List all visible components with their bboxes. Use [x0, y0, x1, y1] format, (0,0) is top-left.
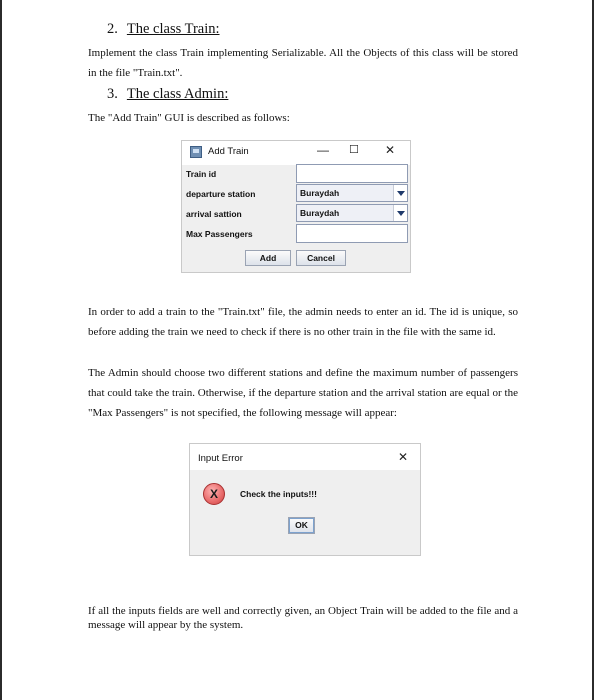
maximize-icon[interactable]: ☐ — [349, 144, 359, 156]
ok-button[interactable]: OK — [288, 517, 315, 534]
error-icon: X — [203, 483, 225, 505]
input-error-title: Input Error — [198, 453, 243, 464]
error-message: Check the inputs!!! — [240, 489, 317, 499]
departure-station-select[interactable] — [296, 184, 408, 202]
max-passengers-input[interactable] — [296, 224, 408, 243]
add-button[interactable]: Add — [245, 250, 291, 266]
window-app-icon — [190, 146, 202, 158]
paragraph-admin: The "Add Train" GUI is described as follows: — [88, 112, 290, 124]
departure-station-label: departure station — [186, 189, 256, 199]
train-id-label: Train id — [186, 169, 217, 179]
add-train-titlebar — [182, 141, 410, 165]
departure-station-value: Buraydah — [300, 188, 340, 198]
arrival-station-select[interactable] — [296, 204, 408, 222]
add-train-title: Add Train — [208, 146, 249, 157]
close-icon[interactable]: ✕ — [385, 143, 396, 157]
page-left-border — [0, 0, 2, 700]
chevron-down-icon[interactable] — [393, 185, 407, 201]
arrival-station-value: Buraydah — [300, 208, 340, 218]
paragraph-train: Implement the class Train implementing Serializable. All the Objects of this class will be stored in the file "Train.txt". — [88, 47, 518, 79]
train-id-input[interactable] — [296, 164, 408, 183]
max-passengers-label: Max Passengers — [186, 229, 253, 239]
paragraph-final: If all the inputs fields are well and correctly given, an Object Train will be added to the file and a message will appear by the system. — [88, 605, 518, 631]
paragraph-stations: The Admin should choose two different stations and define the maximum number of passengers that could take the train. Otherwise, if the departure station and the arrival station are equal or the "Max Passengers" is not specified, the following message will appear: — [88, 367, 518, 419]
arrival-station-label: arrival sattion — [186, 209, 242, 219]
cancel-button[interactable]: Cancel — [296, 250, 346, 266]
section-2-number: 2. — [107, 21, 118, 37]
minimize-icon[interactable]: — — [317, 143, 329, 157]
section-2-title: The class Train: — [126, 21, 220, 37]
add-train-window — [181, 140, 411, 273]
input-error-titlebar — [190, 444, 420, 470]
input-error-dialog — [189, 443, 421, 556]
section-3-number: 3. — [107, 86, 118, 102]
paragraph-order: In order to add a train to the "Train.txt" file, the admin needs to enter an id. The id is unique, so before adding the train we need to check if there is no other train in the file with the same id. — [88, 306, 518, 338]
section-2-heading — [107, 21, 220, 38]
chevron-down-icon[interactable] — [393, 205, 407, 221]
close-icon[interactable]: ✕ — [398, 450, 409, 464]
section-3-title: The class Admin: — [126, 86, 229, 102]
section-3-heading — [107, 86, 228, 103]
